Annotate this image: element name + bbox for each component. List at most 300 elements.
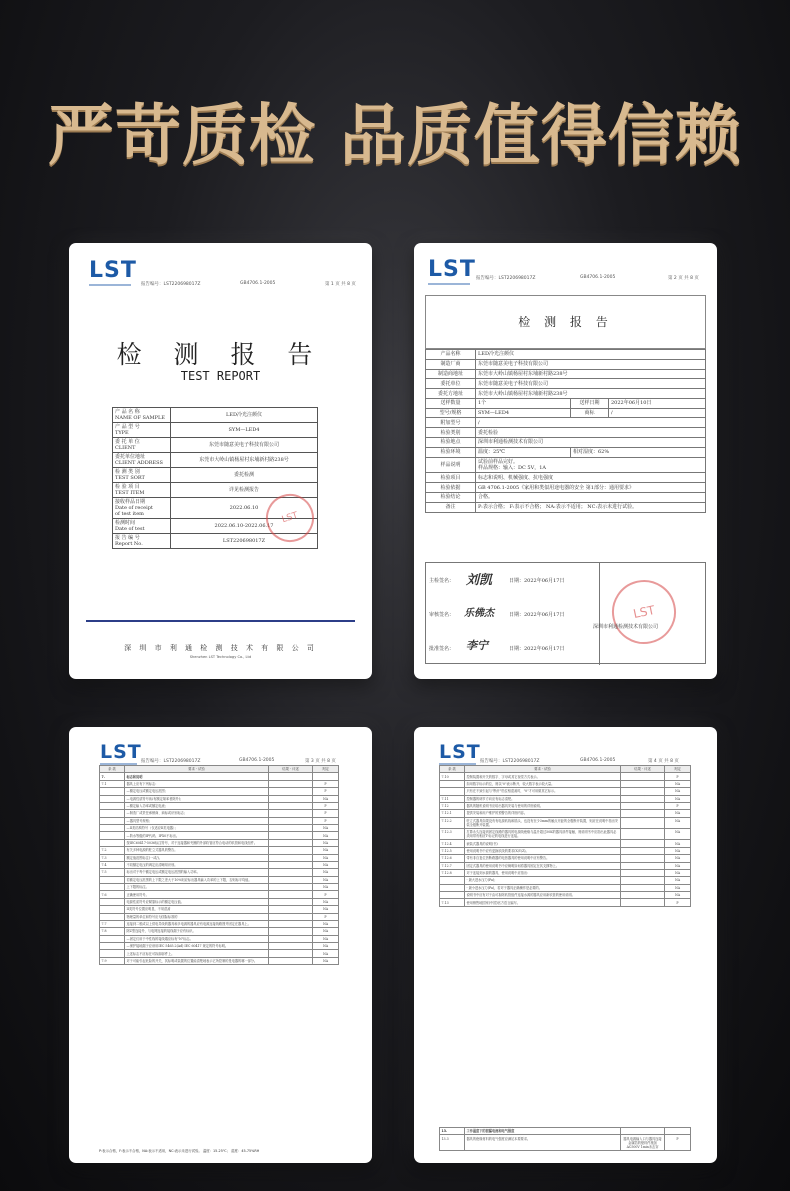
approver-signature: 李宁 xyxy=(466,639,488,652)
page-number: 第 1 页 共 8 页 xyxy=(325,282,356,287)
cell-c1: 7.12.4 xyxy=(440,840,465,847)
page-number: 第 2 页 共 8 页 xyxy=(668,276,699,281)
cell-c3 xyxy=(621,877,665,884)
cell-c1: 7. xyxy=(100,773,125,780)
table-row xyxy=(100,928,339,935)
cell-value: / xyxy=(609,408,706,418)
cell-value: 2022.06.10-2022.06.17 xyxy=(171,519,318,534)
cell-c1 xyxy=(100,839,125,846)
cell-c3 xyxy=(269,817,313,824)
table-row xyxy=(100,825,339,832)
company-name: 深 圳 市 利 通 检 测 技 术 有 限 公 司 xyxy=(124,644,317,652)
approver-date: 日期：2022年06月17日 xyxy=(509,646,565,652)
cell-c3 xyxy=(269,876,313,883)
cell-value: 深圳市利通检测技术有限公司 xyxy=(476,438,706,448)
sample-line-1: 试验前样品完好。 xyxy=(478,458,519,465)
cell-c3 xyxy=(269,839,313,846)
cell-c2: —器具型号规格； xyxy=(125,817,269,824)
cell-c3 xyxy=(269,928,313,935)
cell-c2: 电源性质符号应紧靠标示的额定电压值。 xyxy=(125,898,269,905)
cell-c1: 7.10 xyxy=(440,773,465,780)
cell-c4: NA xyxy=(665,788,691,795)
cell-value: 2022.06.10 xyxy=(171,498,318,519)
reviewer-label: 审核签名： xyxy=(429,612,455,618)
cell-c1: 7.2 xyxy=(100,847,125,854)
cell-c4: NA xyxy=(313,847,339,854)
cell-c1 xyxy=(440,892,465,899)
cell-c4: NA xyxy=(665,855,691,862)
cell-value: 委托检验 xyxy=(476,428,706,438)
cell-c4: NA xyxy=(313,861,339,868)
cell-c3 xyxy=(621,802,665,809)
table-row xyxy=(440,847,691,854)
cell-value: 2022年06月10日 xyxy=(609,398,706,408)
cell-c2: 按IEC60417-5036标注符号，对于连接器和夹圈的外部软管应符合电动的软管和电线组件。 xyxy=(125,839,269,846)
cell-label: 检验环境 xyxy=(426,447,476,457)
lst-logo: LST xyxy=(89,258,137,283)
logo-underline xyxy=(89,284,131,286)
cell-c2: 控制装置和开关的数字、字母或其它视觉方式表示。 xyxy=(465,773,621,780)
table-row xyxy=(100,891,339,898)
cell-c1 xyxy=(100,943,125,950)
cell-c3 xyxy=(621,1128,665,1135)
table-row xyxy=(113,438,318,453)
table-row xyxy=(440,1128,691,1135)
cell-c1: 7.1 xyxy=(100,780,125,787)
table-row xyxy=(100,913,339,920)
cell-c2: —额定输入功率或额定电流； xyxy=(125,802,269,809)
cell-c2: 打算永久连接到固定线路的器具的电源线绝缘与温升超过50K的器具部件接触，则说明书中应指出此器具必须用带有相应T-标记的电线进行连接。 xyxy=(465,829,621,840)
report-subtitle: TEST REPORT xyxy=(180,369,261,383)
cell-c3 xyxy=(621,788,665,795)
cell-c3 xyxy=(269,780,313,787)
cell-c2: 器具上应有下列标志： xyxy=(125,780,269,787)
cell-value: LED冷光注颜仪 xyxy=(476,350,706,360)
cell-value: GB 4706.1-2005《家用和类似用途电器的安全 第1部分：通用要求》 xyxy=(476,483,706,493)
cell-c2: 只有在不致引起与"断开"档位相混淆时，"0"才可用做其它标示。 xyxy=(465,788,621,795)
cell-c3 xyxy=(621,847,665,854)
cell-c2: 对于可能引起危险的开关，其标明或装置的位置能清楚地表示它所控制的是电器的哪一部分。 xyxy=(125,957,269,964)
signature-divider xyxy=(599,563,600,665)
table-row xyxy=(113,408,318,423)
cell-c4: NA xyxy=(313,832,339,839)
cell-c3 xyxy=(269,957,313,964)
cell-value: P:表示合格； F:表示不合格； NA:表示不适用； NC:表示未进行试验。 xyxy=(476,502,706,512)
cell-c3 xyxy=(269,950,313,957)
cell-value: 东莞市随意美电子科技有限公司 xyxy=(171,438,318,453)
table-row xyxy=(440,829,691,840)
table-row xyxy=(440,773,691,780)
cell-c3 xyxy=(269,802,313,809)
cell-c1 xyxy=(100,913,125,920)
table-row xyxy=(426,473,706,483)
cell-c4: P xyxy=(313,780,339,787)
table-header-row xyxy=(100,766,339,773)
cell-c2: 额定值范围标注(一或/)。 xyxy=(125,854,269,861)
cell-c3 xyxy=(269,943,313,950)
cell-c4: NA xyxy=(665,780,691,787)
cell-c1: 7.13 xyxy=(440,899,465,906)
table-row xyxy=(100,869,339,876)
cell-c3 xyxy=(269,898,313,905)
cell-value: SYM—LED4 xyxy=(476,408,571,418)
cell-c4: NA xyxy=(313,884,339,891)
cell-label: 附加型号 xyxy=(426,418,476,428)
cell-c2: - 最大进水压力(Pa)； xyxy=(465,877,621,884)
cell-c2: 有关多种电源的驻立式器具的警告。 xyxy=(125,847,269,854)
cell-c1 xyxy=(100,810,125,817)
table-row xyxy=(100,943,339,950)
table-row xyxy=(440,840,691,847)
cell-c1: 7.3 xyxy=(100,854,125,861)
cell-label: 委 托 单 位 CLIENT xyxy=(113,438,171,453)
column-header: 要求 - 试验 xyxy=(465,766,621,773)
cell-c2: 控制器的调节方向应有标志清楚。 xyxy=(465,795,621,802)
table-row xyxy=(100,788,339,795)
table-row xyxy=(426,438,706,448)
cell-c4: NA xyxy=(313,869,339,876)
cell-value: 详见检测报告 xyxy=(171,483,318,498)
cell-label: 产 品 名 称 NAME OF SAMPLE xyxy=(113,408,171,423)
table-row xyxy=(440,817,691,828)
cell-c3 xyxy=(621,899,665,906)
table-row xyxy=(100,832,339,839)
cell-c2: 除Z型连接外，与电网连接的接线端子应有标识。 xyxy=(125,928,269,935)
cell-c4: NA xyxy=(665,847,691,854)
table-row xyxy=(100,817,339,824)
table-row xyxy=(426,457,706,473)
cell-c4: NA xyxy=(665,810,691,817)
cell-c2: 若额定电压范围的上下限之差大于10%则应标出器具输入功率的上下限，否则标平均值。 xyxy=(125,876,269,883)
cell-c1 xyxy=(100,817,125,824)
table-row xyxy=(100,847,339,854)
table-header-row xyxy=(440,766,691,773)
inspector-label: 主检签名： xyxy=(429,578,455,584)
table-row xyxy=(440,862,691,869)
table-row xyxy=(426,447,706,457)
lst-logo: LST xyxy=(439,741,481,763)
cell-c4: NA xyxy=(313,825,339,832)
cell-c1: 7.6 xyxy=(100,891,125,898)
reviewer-date: 日期：2022年06月17日 xyxy=(509,612,565,618)
table-row xyxy=(440,780,691,787)
report-number: 报告编号：LST22069801​7Z xyxy=(476,276,536,281)
lst-logo: LST xyxy=(428,257,476,282)
cell-value: 东莞市大岭山镇杨屋村东埔新村路238号 xyxy=(476,389,706,399)
cell-value: 东莞市随意美电子科技有限公司 xyxy=(476,359,706,369)
cell-c4: P xyxy=(665,899,691,906)
table-row xyxy=(100,839,339,846)
cell-c4: NA xyxy=(665,829,691,840)
column-header: 要求 - 试验 xyxy=(125,766,269,773)
inspector-signature: 刘凯 xyxy=(466,573,493,588)
cell-label: 委托方地址 xyxy=(426,389,476,399)
cell-c4: NA xyxy=(313,920,339,927)
cell-c2: 带有非自复位热断路器的电热器具的使用说明中应有警告。 xyxy=(465,855,621,862)
cell-c2: —制造厂或责任承销商、商标或识别标志； xyxy=(125,810,269,817)
page-headline: 严苛质检 品质值得信赖 xyxy=(48,97,742,174)
company-name-english: Shenzhen LST Technology Co., Ltd xyxy=(189,655,252,659)
table-row xyxy=(426,502,706,512)
cell-c1: 7.5 xyxy=(100,869,125,876)
cell-c1: 7.12.1 xyxy=(440,810,465,817)
cell-c3 xyxy=(621,817,665,828)
report-number: 报告编号：LST22069801​7Z xyxy=(141,282,201,287)
cell-c4: NA xyxy=(313,795,339,802)
table-row xyxy=(100,780,339,787)
cell-c2: 使用销售地国家(中国)官方语言编写。 xyxy=(465,899,621,906)
cell-c1 xyxy=(100,802,125,809)
cell-c1: 7.12.5 xyxy=(440,847,465,854)
cell-label: 检验依据 xyxy=(426,483,476,493)
cell-c3 xyxy=(621,869,665,876)
cell-c1: 13.3 xyxy=(440,1135,465,1150)
column-header: 结果 - 评述 xyxy=(269,766,313,773)
table-row xyxy=(426,369,706,379)
cell-c4: NA xyxy=(665,869,691,876)
cell-label: 检 测 类 别 TEST SORT xyxy=(113,468,171,483)
cell-c3 xyxy=(269,869,313,876)
cell-c4: NA xyxy=(665,892,691,899)
legend-note: P:表示合格，F:表示不合格，NA:表示不适用，NC:表示未进行试验。 温度：15-25℃； 湿度：45-75%RH xyxy=(99,1149,260,1153)
table-row xyxy=(100,810,339,817)
cell-c1: 7.12.6 xyxy=(440,855,465,862)
cell-c2: 固定式器具的使用说明书中应阐明如何将器具固定在其支撑物上。 xyxy=(465,862,621,869)
cell-c1 xyxy=(100,825,125,832)
cell-c1 xyxy=(100,950,125,957)
cell-c2: —保护接地端子应该用IEC 5465.2(Ad) IEC 60417 规定的符号标明。 xyxy=(125,943,269,950)
cell-c2: 上下限的标注。 xyxy=(125,884,269,891)
table-row xyxy=(100,861,339,868)
cell-c1: 7.12.2 xyxy=(440,817,465,828)
red-seal-stamp: LST xyxy=(260,488,320,548)
table-row xyxy=(440,795,691,802)
cell-c4: NA xyxy=(313,876,339,883)
inspector-date: 日期：2022年06月17日 xyxy=(509,578,565,584)
cell-c2: 说明书中应有对于由可拆除软管组件连接水源的器具应用新软管的使用说明。 xyxy=(465,892,621,899)
cell-c1: 7.7 xyxy=(100,920,125,927)
cell-label: 报 告 编 号 Report No. xyxy=(113,534,171,549)
table-row xyxy=(100,920,339,927)
cell-c3 xyxy=(269,884,313,891)
approver-label: 批准签名： xyxy=(429,646,455,652)
cell-c4: NA xyxy=(665,795,691,802)
report-number: 报告编号：LST22069801​7Z xyxy=(141,759,201,764)
cell-c4: P xyxy=(313,802,339,809)
column-header: 判定 xyxy=(665,766,691,773)
cell-value: / xyxy=(476,418,706,428)
table-row xyxy=(100,950,339,957)
page-number: 第 3 页 共 8 页 xyxy=(305,759,336,764)
cell-c3 xyxy=(621,862,665,869)
cell-c1 xyxy=(100,876,125,883)
cell-c1 xyxy=(100,935,125,942)
cell-c4: P xyxy=(313,913,339,920)
table-row xyxy=(440,855,691,862)
report-number: 报告编号：LST22069801​7Z xyxy=(480,759,540,764)
table-row xyxy=(440,877,691,884)
table-row xyxy=(113,453,318,468)
cell-label: 检验地点 xyxy=(426,438,476,448)
cell-c4: NA xyxy=(665,884,691,891)
standard-code: GB4706.1-2005 xyxy=(580,275,616,280)
table-row xyxy=(426,428,706,438)
cell-c2: II类符号位置应明显，不易混淆 xyxy=(125,906,269,913)
cell-c1 xyxy=(100,906,125,913)
cell-c3 xyxy=(269,795,313,802)
table-row xyxy=(440,869,691,876)
cell-c3 xyxy=(621,780,665,787)
cell-c4 xyxy=(313,773,339,780)
cell-label: 商标 xyxy=(571,408,609,418)
cell-label: 委托单位地址 CLIENT ADDRESS xyxy=(113,453,171,468)
cell-value: SYM—LED4 xyxy=(171,423,318,438)
cell-c3 xyxy=(269,773,313,780)
cell-c3 xyxy=(269,854,313,861)
cell-label: 送样数量 xyxy=(426,398,476,408)
cell-value: 东莞市随意美电子科技有限公司 xyxy=(476,379,706,389)
cell-c4: P xyxy=(665,802,691,809)
red-seal-stamp: LST xyxy=(606,574,682,650)
cell-c4: P xyxy=(313,788,339,795)
cell-c3 xyxy=(621,884,665,891)
cell-label: 检验项目 xyxy=(426,473,476,483)
cell-c1: 7.12.3 xyxy=(440,829,465,840)
cell-c1: 7.12.7 xyxy=(440,862,465,869)
cell-c4: NA xyxy=(313,943,339,950)
cell-c2: 使用说明书中应有更换软线的要求(X/Y/Z)。 xyxy=(465,847,621,854)
cell-c1 xyxy=(440,884,465,891)
cell-c1 xyxy=(440,877,465,884)
company-name: 深圳市利通检测技术有限公司 xyxy=(593,624,659,630)
cell-c1 xyxy=(100,884,125,891)
cell-label: 送样日期 xyxy=(571,398,609,408)
cell-c3 xyxy=(621,795,665,802)
cell-c3 xyxy=(269,920,313,927)
cell-label: 检测时间 Date of test xyxy=(113,519,171,534)
table-row xyxy=(100,876,339,883)
cell-c1: 7.12.8 xyxy=(440,869,465,876)
cell-c2: 工作温度下的泄漏电流和电气强度 xyxy=(465,1128,621,1135)
cell-c4 xyxy=(665,1128,691,1135)
column-header: 条 款 xyxy=(440,766,465,773)
cell-c1 xyxy=(100,795,125,802)
table-row xyxy=(426,408,706,418)
cell-label: 产 品 型 号 TYPE xyxy=(113,423,171,438)
cell-c3 xyxy=(269,861,313,868)
report-title: 检 测 报 告 xyxy=(116,340,325,369)
cell-c2: 正确使用符号。 xyxy=(125,891,269,898)
cell-c2: 上述标志不应标在可拆卸部件上。 xyxy=(125,950,269,957)
cell-c4: NA xyxy=(313,957,339,964)
report-cover-page xyxy=(69,243,372,679)
cell-c1: 7.11 xyxy=(440,795,465,802)
cell-c1: 13. xyxy=(440,1128,465,1135)
column-header: 判定 xyxy=(313,766,339,773)
report-title: 检 测 报 告 xyxy=(518,315,613,329)
cell-c3 xyxy=(269,847,313,854)
cell-c4: NA xyxy=(313,950,339,957)
checklist-table xyxy=(439,765,691,907)
cell-label: 制造商地址 xyxy=(426,369,476,379)
table-row xyxy=(100,935,339,942)
cell-c3 xyxy=(269,810,313,817)
table-row xyxy=(100,854,339,861)
cell-c3 xyxy=(621,892,665,899)
checklist-page-4 xyxy=(414,727,717,1163)
cell-value xyxy=(476,457,706,473)
column-header: 条 款 xyxy=(100,766,125,773)
cell-value: LED冷光注颜仪 xyxy=(171,408,318,423)
cell-c3 xyxy=(621,855,665,862)
cell-c2: 对于连接到水源的器具，使用说明中应指出： xyxy=(465,869,621,876)
table-row xyxy=(426,350,706,360)
cell-c4: NA xyxy=(313,854,339,861)
report-summary-page xyxy=(414,243,717,679)
table-row xyxy=(426,483,706,493)
cell-c3 xyxy=(269,891,313,898)
cell-value: 1个 xyxy=(476,398,571,408)
cell-value: 合格。 xyxy=(476,492,706,502)
table-row xyxy=(100,898,339,905)
table-row xyxy=(426,492,706,502)
column-header: 结果 - 评述 xyxy=(621,766,665,773)
cell-c4: NA xyxy=(665,862,691,869)
cell-label: 检 验 项 目 TEST ITEM xyxy=(113,483,171,498)
table-row xyxy=(440,1135,691,1150)
cell-c2: 器具的绝缘材料的电气强度应满足本要要求。 xyxy=(465,1135,621,1150)
cell-c2: —电源性质符号(标有额定频率者除外)； xyxy=(125,795,269,802)
cell-c4: P xyxy=(313,810,339,817)
cell-c4: NA xyxy=(665,817,691,828)
cell-value: 温度：25℃ xyxy=(476,447,571,457)
cell-c3 xyxy=(269,825,313,832)
cell-c1: 7.9 xyxy=(100,957,125,964)
standard-code: GB4706.1-2005 xyxy=(239,758,275,763)
cell-c4: P xyxy=(313,817,339,824)
checklist-table xyxy=(99,765,339,965)
table-row xyxy=(426,379,706,389)
cell-c4: P xyxy=(665,1135,691,1150)
cell-value: 东莞市大岭山镇杨屋村东埔新村路238号 xyxy=(171,453,318,468)
table-row xyxy=(100,957,339,964)
cell-c4: NA xyxy=(313,928,339,935)
cell-label: 接收样品日期 Date of receipt of test item xyxy=(113,498,171,519)
cell-c3 xyxy=(621,810,665,817)
logo-underline xyxy=(428,283,470,285)
cell-value: 东莞市大岭山镇杨屋村东埔新村路238号 xyxy=(476,369,706,379)
table-row xyxy=(440,788,691,795)
table-row xyxy=(440,892,691,899)
cell-c1 xyxy=(440,788,465,795)
table-row xyxy=(426,398,706,408)
summary-table xyxy=(425,349,706,513)
cell-c2: - 最小进水压力(Pa)，若对于器具正确操作是必要的。 xyxy=(465,884,621,891)
cell-label: 备注 xyxy=(426,502,476,512)
lst-logo: LST xyxy=(100,741,142,763)
cell-c2: —额定电压或额定电压范围； xyxy=(125,788,269,795)
table-row xyxy=(440,802,691,809)
cell-label: 委托单位 xyxy=(426,379,476,389)
page-number: 第 4 页 共 8 页 xyxy=(648,759,679,764)
checklist-table-section-13 xyxy=(439,1127,691,1151)
cell-c3 xyxy=(269,935,313,942)
table-row xyxy=(426,359,706,369)
cell-c2: 提供安装和用户维护的预警告的详细内容。 xyxy=(465,810,621,817)
table-row xyxy=(426,418,706,428)
cell-c4: P xyxy=(313,891,339,898)
cell-c4: NA xyxy=(313,935,339,942)
